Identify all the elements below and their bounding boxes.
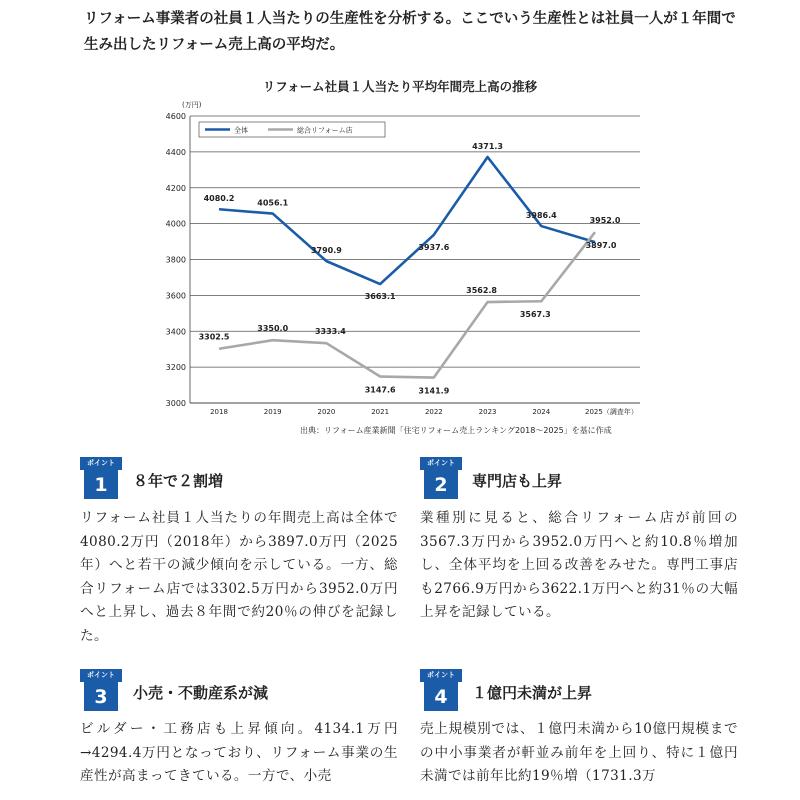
x-tick-label: 2023 xyxy=(478,408,497,416)
point-2-body: 業種別に見ると、総合リフォーム店が前回の3567.3万円から3952.0万円へと約10.8％増加し、全体平均を上回る改善をみせた。専門工事店も2766.9万円から3622.1万円へと約31％の大幅上昇を記録している。 xyxy=(420,510,738,621)
y-unit-label: (万円) xyxy=(182,101,202,109)
point-4-number: 4 xyxy=(424,682,458,711)
point-3-body: ビルダー・工務店も上昇傾向。4134.1万円→4294.4万円となっており、リフォーム事業の生産性が高まってきている。一方で、小売 xyxy=(80,721,398,785)
data-label-general: 3333.4 xyxy=(314,327,346,337)
data-label-all: 4371.3 xyxy=(472,142,504,152)
data-label-general: 3302.5 xyxy=(198,332,230,342)
data-label-general: 3350.0 xyxy=(257,324,289,334)
point-4-icon xyxy=(420,669,462,711)
y-tick-label: 4200 xyxy=(165,183,186,193)
x-tick-label: 2019 xyxy=(263,408,282,416)
y-tick-label: 3400 xyxy=(165,327,186,337)
data-label-all: 4056.1 xyxy=(257,198,289,208)
y-tick-label: 3800 xyxy=(165,255,186,265)
point-2-title: 専門店も上昇 xyxy=(472,472,563,490)
data-label-all: 3986.4 xyxy=(525,211,557,221)
point-2-badge: ポイント xyxy=(420,457,462,470)
data-label-all: 3897.0 xyxy=(585,241,617,251)
point-4-title: １億円未満が上昇 xyxy=(472,684,593,702)
x-tick-label: 2025（調査年） xyxy=(585,408,638,416)
point-2-icon xyxy=(420,457,462,499)
chart-source: 出典：リフォーム産業新聞「住宅リフォーム売上ランキング2018～2025」を基に作成 xyxy=(300,426,612,435)
series-line-all xyxy=(219,157,595,284)
intro-text: リフォーム事業者の社員１人当たりの生産性を分析する。ここでいう生産性とは社員一人が１年間で生み出したリフォーム売上高の平均だ。 xyxy=(84,11,736,53)
point-4-body: 売上規模別では、１億円未満から10億円規模までの中小事業者が軒並み前年を上回り、特に１億円未満では前年比約19％増（1731.3万 xyxy=(420,721,738,785)
series-line-general xyxy=(219,232,595,377)
point-3-number: 3 xyxy=(84,682,118,711)
data-label-general: 3567.3 xyxy=(519,310,551,320)
y-tick-label: 3600 xyxy=(165,291,186,301)
y-tick-label: 3200 xyxy=(165,363,186,373)
chart-title: リフォーム社員１人当たり平均年間売上高の推移 xyxy=(262,79,538,94)
point-3-badge: ポイント xyxy=(80,669,122,682)
data-label-all: 3937.6 xyxy=(418,242,450,252)
legend-label-general: 総合リフォーム店 xyxy=(297,126,353,135)
y-tick-label: 4400 xyxy=(165,147,186,157)
data-label-general: 3562.8 xyxy=(466,286,498,296)
data-label-general: 3141.9 xyxy=(418,386,450,396)
data-label-general: 3952.0 xyxy=(589,216,621,226)
point-1-title: ８年で２割増 xyxy=(133,472,224,490)
data-label-all: 4080.2 xyxy=(203,194,235,204)
data-label-all: 3790.9 xyxy=(310,246,342,256)
y-tick-label: 3000 xyxy=(165,399,186,408)
data-label-all: 3663.1 xyxy=(364,292,396,302)
point-3-icon xyxy=(80,669,122,711)
y-tick-label: 4000 xyxy=(165,219,186,229)
y-tick-label: 4600 xyxy=(165,112,186,121)
point-4-badge: ポイント xyxy=(420,669,462,682)
x-tick-label: 2020 xyxy=(317,408,336,416)
data-label-general: 3147.6 xyxy=(364,385,396,395)
point-1-icon xyxy=(80,457,122,499)
x-tick-label: 2024 xyxy=(532,408,551,416)
point-1-number: 1 xyxy=(84,470,118,499)
point-3-title: 小売・不動産系が減 xyxy=(133,684,269,702)
x-tick-label: 2018 xyxy=(210,408,228,416)
point-1-badge: ポイント xyxy=(80,457,122,470)
x-tick-label: 2021 xyxy=(371,408,390,416)
legend-label-all: 全体 xyxy=(234,126,248,135)
x-tick-label: 2022 xyxy=(424,408,443,416)
point-1-body: リフォーム社員１人当たりの年間売上高は全体で4080.2万円（2018年）から3897.0万円（2025年）へと若干の減少傾向を示している。一方、総合リフォーム店では3302.5万円から3952.0万円へと上昇し、過去８年間で約20％の伸びを記録した。 xyxy=(80,510,398,644)
point-2-number: 2 xyxy=(424,470,458,499)
